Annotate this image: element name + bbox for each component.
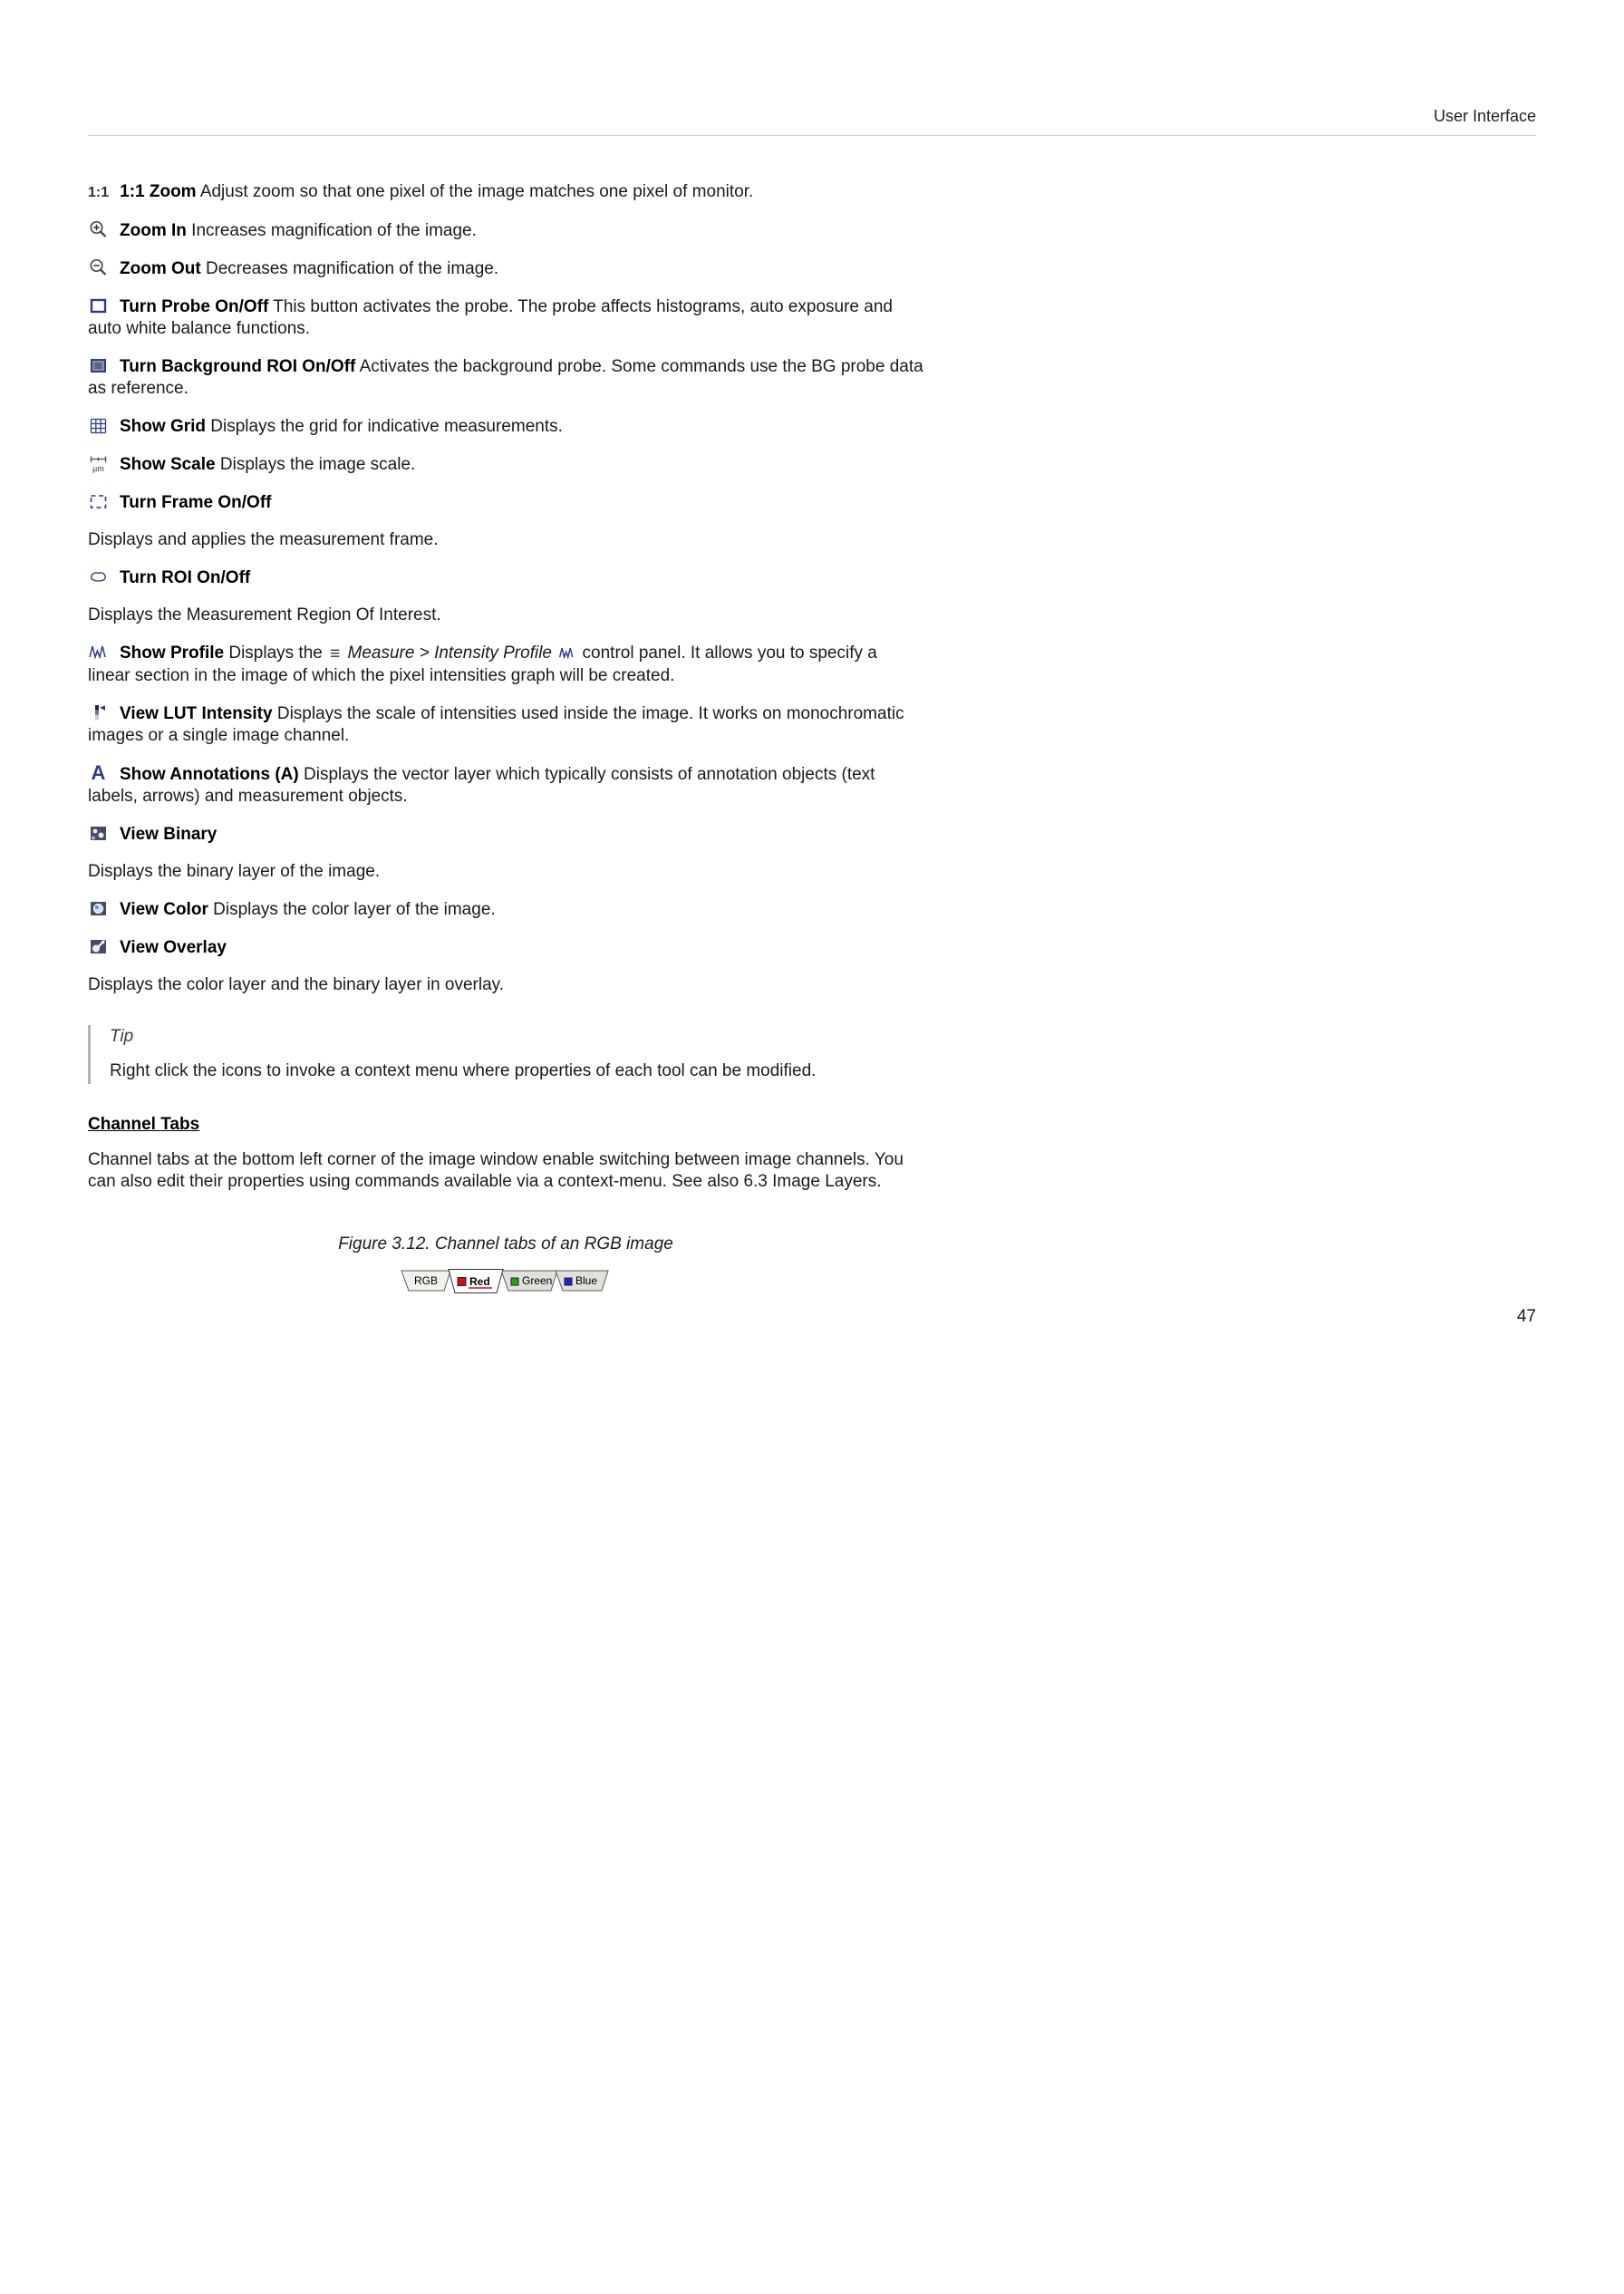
zoom-out-icon (88, 257, 109, 278)
item-description: Displays the color layer and the binary layer in overlay. (88, 975, 505, 994)
tab-blue-label: Blue (575, 1274, 598, 1287)
toolbar-item-view-color (88, 898, 923, 921)
probe-icon (88, 295, 109, 316)
page-header (0, 0, 1624, 136)
roi-icon (88, 566, 109, 587)
toolbar-item-lut-intensity (88, 702, 923, 747)
item-label: Turn Background ROI On/Off (120, 357, 356, 376)
page-number: 47 (1516, 1307, 1536, 1326)
annotations-icon: A (91, 761, 106, 784)
toolbar-item-zoom-out (88, 257, 923, 280)
item-label: Zoom Out (120, 259, 201, 278)
scale-icon (88, 453, 109, 474)
background-roi-icon (88, 355, 109, 376)
profile-icon (88, 642, 109, 663)
toolbar-item-view-overlay (88, 936, 923, 959)
item-description: Displays the binary layer of the image. (88, 862, 381, 881)
zoom-in-icon (88, 219, 109, 240)
item-description: Displays and applies the measurement frame. (88, 530, 439, 549)
item-label: Turn Probe On/Off (120, 297, 269, 316)
item-label: Show Scale (120, 455, 216, 474)
profile-icon-inline (558, 644, 575, 662)
view-color-icon (88, 898, 109, 919)
menu-path: Measure > Intensity Profile (347, 644, 552, 663)
header-title: User Interface (1433, 107, 1536, 125)
toolbar-item-roi (88, 566, 923, 589)
toolbar-item-show-grid (88, 415, 923, 438)
tab-green-label: Green (522, 1274, 553, 1287)
lut-intensity-icon (88, 702, 109, 723)
item-text: Displays the color layer of the image. (213, 900, 496, 919)
item-label: Turn Frame On/Off (120, 493, 272, 512)
item-description: Displays the Measurement Region Of Interest. (88, 605, 441, 624)
item-text: Displays the vector layer which typically consists of annotation objects (text labels, arrows) and measurement objects. (88, 765, 875, 806)
tab-red-label: Red (469, 1275, 490, 1288)
figure-caption: Figure 3.12. Channel tabs of an RGB image (338, 1234, 673, 1253)
item-label: View Color (120, 900, 208, 919)
channel-tabs-body: Channel tabs at the bottom left corner of the image window enable switching between image channels. You can also edit their properties using commands available via a context-menu. See also 6.3 Image Layers. (88, 1150, 904, 1191)
red-channel-swatch (458, 1278, 466, 1286)
toolbar-item-frame (88, 491, 923, 514)
item-label: Turn ROI On/Off (120, 568, 251, 587)
toolbar-item-show-profile (88, 642, 923, 687)
tip-box (88, 1025, 923, 1084)
item-text: Displays the grid for indicative measurements. (210, 417, 563, 436)
toolbar-item-zoom-in (88, 219, 923, 242)
item-label: Show Annotations (A) (120, 765, 299, 784)
menu-icon: ≡ (330, 644, 341, 663)
item-text: Adjust zoom so that one pixel of the image matches one pixel of monitor. (199, 182, 754, 201)
section-heading-channel-tabs: Channel Tabs (88, 1115, 200, 1134)
grid-icon (88, 415, 109, 436)
item-text: Displays the image scale. (219, 455, 416, 474)
frame-icon (88, 491, 109, 512)
tip-label: Tip (110, 1027, 134, 1046)
scale-icon-unit: µm (92, 464, 104, 473)
toolbar-item-background-roi (88, 355, 923, 400)
item-text: Increases magnification of the image. (191, 221, 477, 240)
toolbar-item-probe (88, 295, 923, 340)
blue-channel-swatch (565, 1278, 572, 1285)
channel-tabs-figure (401, 1269, 611, 1293)
channel-tabs-image (88, 1269, 923, 1293)
item-text: This button activates the probe. The probe affects histograms, auto exposure and auto white balance functions. (88, 297, 893, 338)
item-label: 1:1 Zoom (120, 182, 197, 201)
header-rule (88, 135, 1536, 136)
page-content (88, 181, 923, 1293)
item-label: Show Grid (120, 417, 206, 436)
item-text: Activates the background probe. Some commands use the BG probe data as reference. (88, 357, 923, 398)
toolbar-item-show-scale (88, 453, 923, 476)
tip-text: Right click the icons to invoke a context menu where properties of each tool can be modified. (110, 1061, 817, 1080)
item-text: Decreases magnification of the image. (205, 259, 499, 278)
item-label: View Overlay (120, 938, 227, 957)
item-label: Zoom In (120, 221, 187, 240)
item-label: View LUT Intensity (120, 704, 273, 723)
view-binary-icon (88, 823, 109, 844)
figure-3-12 (88, 1234, 923, 1293)
one-to-one-zoom-icon: 1:1 (88, 185, 110, 200)
item-text: control panel. It allows you to specify a linear section in the image of which the pixel intensities graph will be created. (88, 644, 877, 685)
toolbar-item-annotations (88, 762, 923, 808)
toolbar-item-view-binary (88, 823, 923, 846)
view-overlay-icon (88, 936, 109, 957)
tab-rgb-label: RGB (413, 1274, 439, 1287)
item-label: View Binary (120, 825, 218, 844)
toolbar-item-1-1-zoom (88, 181, 923, 204)
item-text: Displays the (228, 644, 323, 663)
item-text: Displays the scale of intensities used inside the image. It works on monochromatic images or a single image channel. (88, 704, 904, 745)
green-channel-swatch (511, 1278, 518, 1285)
item-label: Show Profile (120, 644, 225, 663)
